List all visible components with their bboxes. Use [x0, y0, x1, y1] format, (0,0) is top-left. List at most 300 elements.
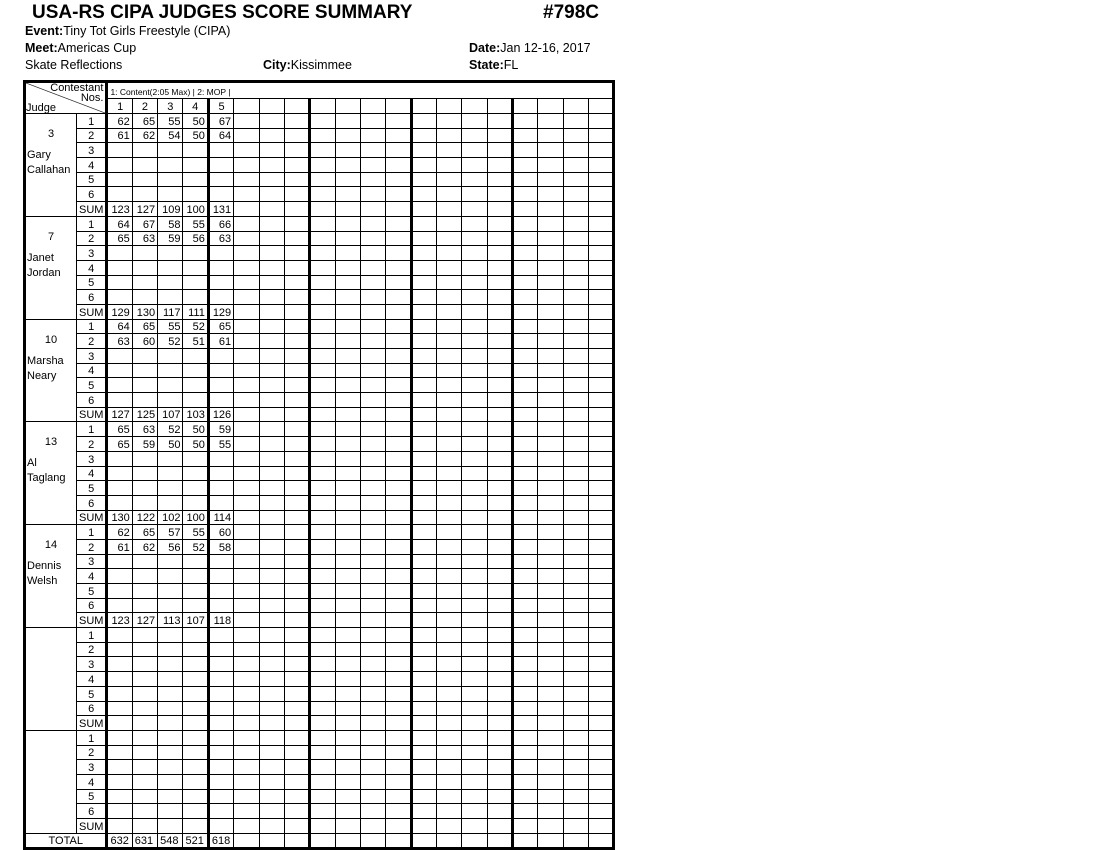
score-cell: [563, 334, 588, 349]
contestant-number: [259, 98, 284, 113]
score-cell: [208, 789, 233, 804]
sum-cell: [310, 304, 335, 319]
score-cell: 55: [208, 437, 233, 452]
score-cell: [107, 760, 132, 775]
row-label: 5: [77, 275, 107, 290]
score-cell: [462, 216, 487, 231]
score-cell: [284, 363, 309, 378]
score-cell: 55: [158, 114, 183, 129]
score-cell: [183, 158, 208, 173]
sum-cell: [588, 304, 613, 319]
sum-cell: [538, 304, 563, 319]
score-cell: [360, 216, 385, 231]
score-cell: [259, 172, 284, 187]
score-cell: [158, 642, 183, 657]
score-cell: [158, 774, 183, 789]
sum-cell: [360, 407, 385, 422]
score-cell: [259, 730, 284, 745]
table-row: [25, 686, 614, 701]
score-cell: [132, 393, 157, 408]
score-cell: [487, 598, 512, 613]
score-cell: 67: [208, 114, 233, 129]
sum-cell: [436, 202, 461, 217]
score-cell: [107, 481, 132, 496]
score-cell: [411, 760, 436, 775]
score-cell: [284, 422, 309, 437]
score-cell: [538, 319, 563, 334]
score-cell: [310, 628, 335, 643]
row-label: 2: [77, 334, 107, 349]
score-cell: [360, 231, 385, 246]
table-row: [25, 231, 614, 246]
score-cell: [107, 158, 132, 173]
sum-cell: [512, 510, 537, 525]
score-cell: [284, 730, 309, 745]
score-cell: [158, 701, 183, 716]
score-cell: [563, 672, 588, 687]
judge-name: Jordan: [27, 266, 61, 279]
score-cell: [360, 466, 385, 481]
score-cell: [310, 187, 335, 202]
score-cell: [259, 363, 284, 378]
score-cell: [563, 216, 588, 231]
sum-cell: [284, 304, 309, 319]
table-row: [25, 642, 614, 657]
score-cell: [107, 275, 132, 290]
total-cell: [259, 833, 284, 849]
table-row: [25, 657, 614, 672]
score-cell: 63: [107, 334, 132, 349]
score-cell: [360, 745, 385, 760]
score-cell: [360, 554, 385, 569]
score-cell: [436, 745, 461, 760]
score-cell: [132, 158, 157, 173]
score-cell: [259, 481, 284, 496]
score-cell: [259, 290, 284, 305]
score-cell: [234, 143, 259, 158]
score-cell: [411, 128, 436, 143]
score-cell: [563, 804, 588, 819]
score-cell: [436, 774, 461, 789]
table-row: [25, 260, 614, 275]
score-cell: [462, 745, 487, 760]
score-cell: [462, 437, 487, 452]
score-cell: [234, 730, 259, 745]
sum-cell: [588, 510, 613, 525]
table-row: [25, 598, 614, 613]
sum-cell: 127: [107, 407, 132, 422]
score-cell: [107, 672, 132, 687]
table-row: [25, 539, 614, 554]
score-cell: [360, 260, 385, 275]
score-cell: [208, 363, 233, 378]
score-cell: [487, 158, 512, 173]
score-cell: [411, 246, 436, 261]
score-cell: [538, 642, 563, 657]
score-cell: [234, 334, 259, 349]
score-cell: [538, 275, 563, 290]
score-cell: [538, 290, 563, 305]
score-cell: [335, 128, 360, 143]
total-cell: [335, 833, 360, 849]
corner-diagonal: [26, 83, 105, 113]
score-cell: [512, 701, 537, 716]
score-cell: [132, 260, 157, 275]
score-cell: [310, 554, 335, 569]
score-cell: [158, 158, 183, 173]
score-cell: [284, 745, 309, 760]
sum-cell: 131: [208, 202, 233, 217]
score-cell: [360, 642, 385, 657]
score-cell: [538, 789, 563, 804]
sum-cell: 114: [208, 510, 233, 525]
score-cell: [462, 628, 487, 643]
score-cell: [360, 657, 385, 672]
score-cell: [284, 158, 309, 173]
score-cell: [360, 246, 385, 261]
table-row: [25, 481, 614, 496]
sum-cell: 111: [183, 304, 208, 319]
score-cell: [158, 260, 183, 275]
score-cell: [538, 745, 563, 760]
score-cell: [335, 216, 360, 231]
table-row: [25, 172, 614, 187]
score-cell: [208, 481, 233, 496]
score-cell: [411, 260, 436, 275]
score-cell: [436, 187, 461, 202]
sum-cell: [234, 819, 259, 834]
score-cell: [386, 525, 411, 540]
score-cell: [234, 525, 259, 540]
score-cell: [563, 569, 588, 584]
total-cell: [487, 833, 512, 849]
score-cell: [462, 172, 487, 187]
score-cell: [563, 363, 588, 378]
score-cell: [487, 525, 512, 540]
score-cell: [386, 334, 411, 349]
table-row: [25, 304, 614, 319]
contestant-number: 1: [107, 98, 132, 113]
sum-cell: [563, 819, 588, 834]
score-cell: [436, 422, 461, 437]
score-cell: 62: [132, 539, 157, 554]
score-cell: [411, 495, 436, 510]
score-cell: [208, 275, 233, 290]
table-row: [25, 789, 614, 804]
meet-label: Meet:: [25, 41, 58, 55]
table-row: [25, 760, 614, 775]
score-cell: 50: [183, 114, 208, 129]
score-cell: [588, 172, 613, 187]
score-cell: 61: [107, 128, 132, 143]
score-cell: [411, 378, 436, 393]
score-cell: [462, 349, 487, 364]
score-cell: [462, 158, 487, 173]
sum-cell: 107: [183, 613, 208, 628]
score-cell: [335, 525, 360, 540]
score-cell: [487, 437, 512, 452]
score-cell: [360, 481, 385, 496]
score-cell: [563, 231, 588, 246]
sum-cell: [462, 613, 487, 628]
score-cell: [411, 774, 436, 789]
score-cell: [208, 158, 233, 173]
score-cell: [259, 760, 284, 775]
score-cell: [310, 598, 335, 613]
score-cell: [487, 128, 512, 143]
row-label: 2: [77, 128, 107, 143]
score-cell: [360, 804, 385, 819]
sum-cell: [259, 716, 284, 731]
score-cell: [538, 437, 563, 452]
sum-cell: [310, 202, 335, 217]
score-cell: [183, 745, 208, 760]
score-cell: [487, 774, 512, 789]
score-cell: [234, 642, 259, 657]
score-cell: [132, 143, 157, 158]
score-cell: [563, 789, 588, 804]
sum-cell: [563, 407, 588, 422]
sum-cell: [335, 819, 360, 834]
score-cell: [588, 569, 613, 584]
total-cell: [588, 833, 613, 849]
sum-cell: [588, 819, 613, 834]
score-cell: [563, 730, 588, 745]
date-value: Jan 12-16, 2017: [500, 41, 591, 55]
sum-cell: [588, 716, 613, 731]
score-cell: [411, 451, 436, 466]
score-cell: [487, 114, 512, 129]
score-cell: [310, 481, 335, 496]
score-cell: [538, 554, 563, 569]
score-cell: [158, 393, 183, 408]
judge-cell: [25, 319, 77, 422]
score-cell: [284, 481, 309, 496]
score-cell: [538, 231, 563, 246]
score-cell: [310, 451, 335, 466]
score-cell: [284, 804, 309, 819]
total-cell: [538, 833, 563, 849]
sum-cell: [487, 304, 512, 319]
sum-cell: [512, 613, 537, 628]
score-cell: [132, 569, 157, 584]
sum-label: SUM: [77, 304, 107, 319]
score-cell: [411, 730, 436, 745]
score-cell: [208, 701, 233, 716]
score-cell: [208, 730, 233, 745]
sum-cell: [411, 202, 436, 217]
score-cell: [487, 172, 512, 187]
score-cell: [386, 158, 411, 173]
score-cell: [310, 349, 335, 364]
score-cell: [462, 672, 487, 687]
row-label: 1: [77, 319, 107, 334]
score-cell: [462, 686, 487, 701]
score-cell: [158, 760, 183, 775]
score-cell: [360, 539, 385, 554]
contestant-number: [462, 98, 487, 113]
score-cell: [284, 789, 309, 804]
score-cell: [234, 539, 259, 554]
score-cell: [462, 598, 487, 613]
score-cell: [538, 495, 563, 510]
judge-name: Gary: [27, 149, 51, 161]
total-cell: [512, 833, 537, 849]
score-cell: [538, 363, 563, 378]
score-cell: [487, 231, 512, 246]
judge-cell: [25, 628, 77, 731]
score-cell: [259, 378, 284, 393]
score-cell: [462, 804, 487, 819]
score-cell: [183, 701, 208, 716]
score-cell: [538, 584, 563, 599]
sum-label: SUM: [77, 613, 107, 628]
table-row: [25, 730, 614, 745]
score-cell: [335, 804, 360, 819]
score-cell: [436, 466, 461, 481]
score-cell: [563, 319, 588, 334]
score-cell: [487, 760, 512, 775]
sum-label: SUM: [77, 510, 107, 525]
score-cell: [487, 672, 512, 687]
table-row: [25, 246, 614, 261]
sum-cell: [538, 819, 563, 834]
score-cell: [259, 539, 284, 554]
score-cell: [563, 172, 588, 187]
score-cell: [158, 290, 183, 305]
score-cell: [538, 349, 563, 364]
score-cell: [259, 554, 284, 569]
score-cell: 50: [183, 422, 208, 437]
score-cell: [310, 172, 335, 187]
score-cell: [335, 275, 360, 290]
score-cell: [183, 187, 208, 202]
score-cell: [360, 760, 385, 775]
sum-cell: [259, 304, 284, 319]
score-cell: [208, 672, 233, 687]
table-row: [25, 819, 614, 834]
score-cell: [310, 275, 335, 290]
sum-cell: [208, 819, 233, 834]
row-label: 2: [77, 231, 107, 246]
sum-cell: [436, 304, 461, 319]
score-cell: [284, 128, 309, 143]
score-cell: [183, 569, 208, 584]
table-row: [25, 569, 614, 584]
score-cell: [512, 363, 537, 378]
score-cell: [259, 774, 284, 789]
score-cell: [436, 275, 461, 290]
total-label: TOTAL: [25, 833, 107, 849]
score-cell: [259, 393, 284, 408]
score-cell: [462, 495, 487, 510]
score-cell: [107, 774, 132, 789]
score-cell: [360, 363, 385, 378]
score-cell: [563, 114, 588, 129]
score-cell: [386, 789, 411, 804]
score-cell: [487, 260, 512, 275]
score-cell: [436, 730, 461, 745]
total-cell: 631: [132, 833, 157, 849]
score-cell: [411, 334, 436, 349]
score-cell: [284, 701, 309, 716]
score-cell: [487, 554, 512, 569]
score-cell: [386, 804, 411, 819]
judge-number: 13: [44, 436, 58, 449]
score-cell: [487, 569, 512, 584]
score-cell: [132, 349, 157, 364]
score-cell: [360, 172, 385, 187]
sum-cell: [512, 819, 537, 834]
score-cell: [132, 672, 157, 687]
score-cell: [588, 701, 613, 716]
score-cell: [107, 569, 132, 584]
score-cell: [411, 349, 436, 364]
score-cell: [310, 334, 335, 349]
score-cell: [588, 363, 613, 378]
score-cell: [360, 451, 385, 466]
score-cell: [158, 172, 183, 187]
sum-cell: [284, 407, 309, 422]
score-cell: [386, 114, 411, 129]
score-cell: [158, 143, 183, 158]
score-cell: [284, 143, 309, 158]
score-cell: [462, 584, 487, 599]
score-cell: [436, 554, 461, 569]
table-row: [25, 628, 614, 643]
row-label: 3: [77, 246, 107, 261]
table-row: [25, 584, 614, 599]
score-cell: [259, 466, 284, 481]
score-cell: [259, 246, 284, 261]
score-cell: [234, 745, 259, 760]
score-cell: 65: [132, 525, 157, 540]
score-cell: [411, 525, 436, 540]
sum-cell: [386, 202, 411, 217]
score-cell: [436, 334, 461, 349]
score-cell: [310, 216, 335, 231]
score-cell: 61: [107, 539, 132, 554]
score-cell: [386, 216, 411, 231]
sum-cell: [310, 407, 335, 422]
score-cell: [563, 686, 588, 701]
score-cell: 65: [107, 437, 132, 452]
score-cell: [411, 657, 436, 672]
score-cell: [462, 260, 487, 275]
score-cell: [234, 466, 259, 481]
row-label: 1: [77, 216, 107, 231]
score-cell: [107, 393, 132, 408]
score-cell: [386, 466, 411, 481]
score-cell: [386, 437, 411, 452]
score-cell: [259, 437, 284, 452]
score-cell: [411, 789, 436, 804]
sum-cell: 126: [208, 407, 233, 422]
score-cell: [512, 789, 537, 804]
score-cell: [588, 495, 613, 510]
score-cell: 65: [132, 319, 157, 334]
score-cell: [436, 642, 461, 657]
row-label: 3: [77, 554, 107, 569]
contestant-number: [360, 98, 385, 113]
score-cell: [208, 774, 233, 789]
score-cell: [462, 363, 487, 378]
total-cell: [436, 833, 461, 849]
score-cell: [512, 437, 537, 452]
score-cell: [284, 584, 309, 599]
score-cell: [411, 290, 436, 305]
score-cell: [158, 730, 183, 745]
